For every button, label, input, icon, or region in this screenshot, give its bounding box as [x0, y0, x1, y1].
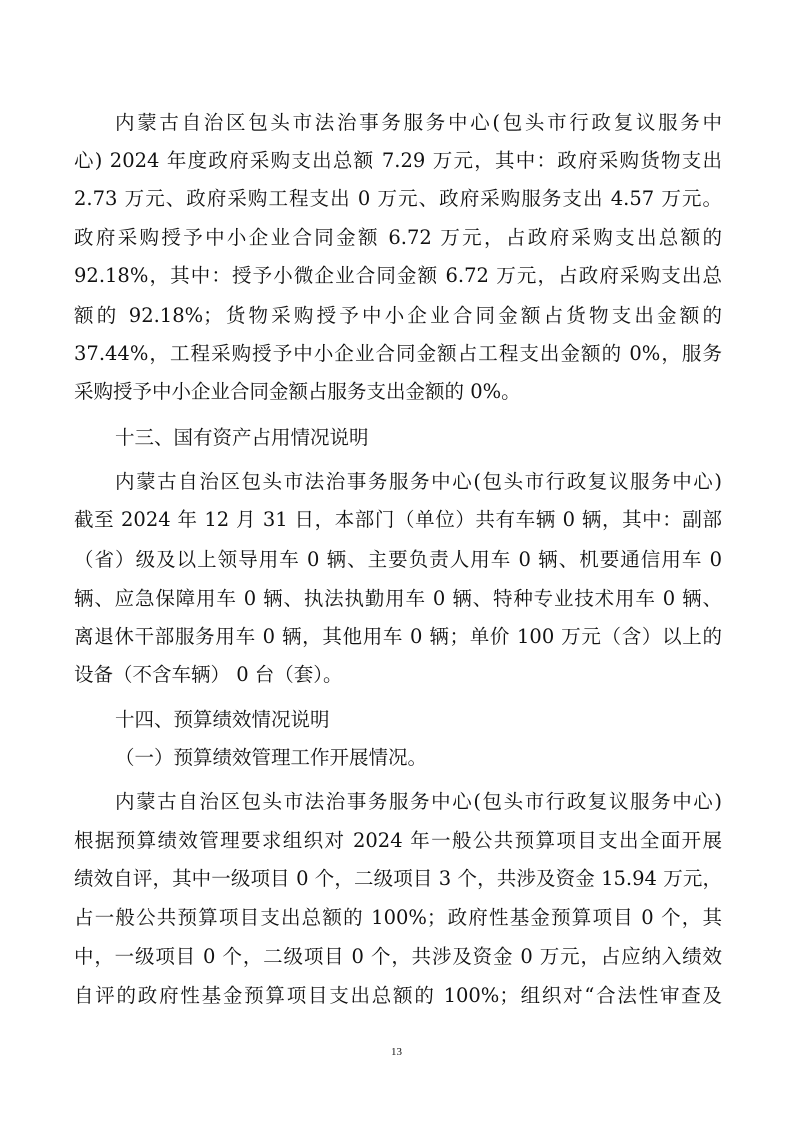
paragraph-line: 占一般公共预算项目支出总额的 100%；政府性基金预算项目 0 个，其 [74, 906, 722, 929]
paragraph-line: 根据预算绩效管理要求组织对 2024 年一般公共预算项目支出全面开展 [74, 829, 722, 852]
section-heading-14: 十四、预算绩效情况说明 [115, 708, 330, 731]
paragraph-line: 设备（不含车辆） 0 台（套）。 [74, 663, 343, 686]
paragraph-line: 中，一级项目 0 个，二级项目 0 个，共涉及资金 0 万元，占应纳入绩效 [74, 945, 722, 968]
paragraph-line: 37.44%，工程采购授予中小企业合同金额占工程支出金额的 0%，服务 [74, 342, 722, 365]
paragraph-line: 2.73 万元、政府采购工程支出 0 万元、政府采购服务支出 4.57 万元。 [74, 187, 722, 210]
page-number: 13 [391, 1046, 402, 1058]
paragraph-line: （省）级及以上领导用车 0 辆、主要负责人用车 0 辆、机要通信用车 0 [74, 548, 722, 571]
section-heading-13: 十三、国有资产占用情况说明 [115, 426, 369, 449]
paragraph-line: 政府采购授予中小企业合同金额 6.72 万元，占政府采购支出总额的 [74, 226, 722, 249]
paragraph-line: 心) 2024 年度政府采购支出总额 7.29 万元，其中：政府采购货物支出 [74, 149, 722, 172]
paragraph-line: 额的 92.18%；货物采购授予中小企业合同金额占货物支出金额的 [74, 304, 722, 327]
paragraph-line: 截至 2024 年 12 月 31 日，本部门（单位）共有车辆 0 辆，其中：副部 [74, 508, 722, 531]
subsection-heading: （一）预算绩效管理工作开展情况。 [115, 746, 428, 769]
paragraph-line: 离退休干部服务用车 0 辆，其他用车 0 辆；单价 100 万元（含）以上的 [74, 625, 722, 648]
paragraph-line: 92.18%，其中：授予小微企业合同金额 6.72 万元，占政府采购支出总 [74, 264, 722, 287]
paragraph-line: 绩效自评，其中一级项目 0 个，二级项目 3 个，共涉及资金 15.94 万元， [74, 867, 722, 890]
paragraph-line: 辆、应急保障用车 0 辆、执法执勤用车 0 辆、特种专业技术用车 0 辆、 [74, 587, 722, 610]
paragraph-line: 内蒙古自治区包头市法治事务服务中心(包头市行政复议服务中 [115, 111, 722, 134]
paragraph-line: 自评的政府性基金预算项目支出总额的 100%；组织对“合法性审查及 [74, 984, 722, 1007]
paragraph-line: 采购授予中小企业合同金额占服务支出金额的 0%。 [74, 380, 521, 403]
paragraph-line: 内蒙古自治区包头市法治事务服务中心(包头市行政复议服务中心) [115, 470, 722, 493]
paragraph-line: 内蒙古自治区包头市法治事务服务中心(包头市行政复议服务中心) [115, 790, 722, 813]
